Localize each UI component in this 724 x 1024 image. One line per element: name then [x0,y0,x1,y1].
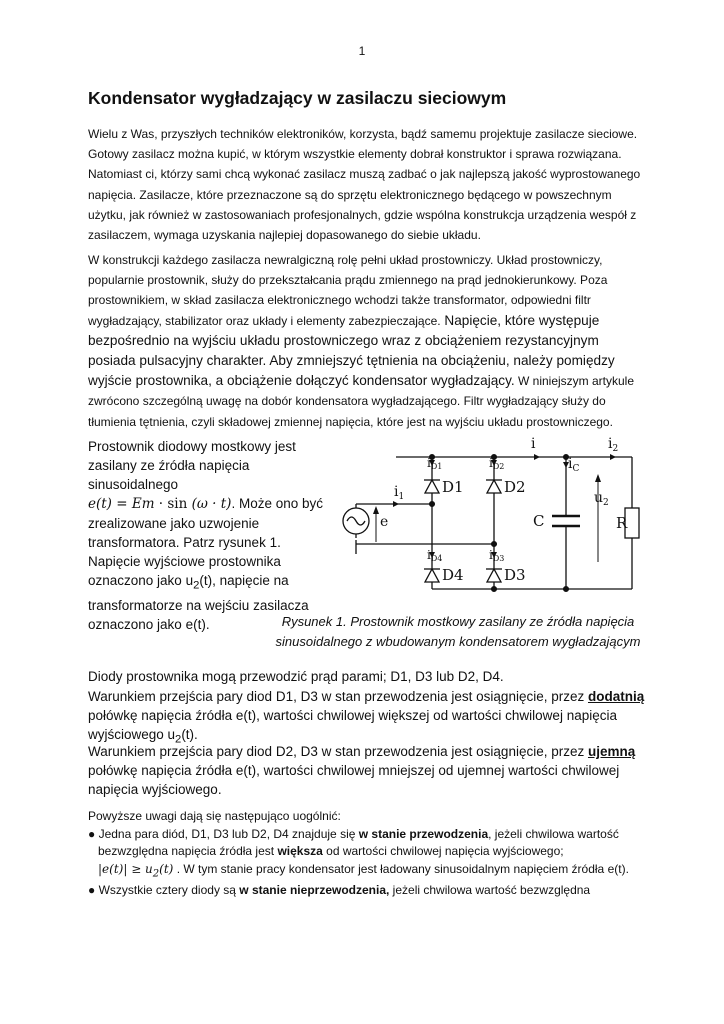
formula-left: e(t) = Em [88,496,155,512]
formula-right: (ω · t) [191,496,232,512]
bullet1-text-a: ● Jedna para diód, D1, D3 lub D2, D4 znajduje się [88,826,359,841]
positive-highlight: dodatnią [587,689,645,704]
figure-caption: Rysunek 1. Prostownik mostkowy zasilany ze źródła napięcia sinusoidalnego z wbudowanym kondensatorem wygładzającym [275,614,641,649]
bullet1-strong2: większa [277,844,323,858]
bridge-description-intro: Prostownik diodowy mostkowy jest zasilany ze źródła napięcia sinusoidalnego [88,439,296,492]
negative-highlight: ujemną [587,744,636,759]
label-u2: $u_2$ [594,490,609,508]
summary-intro: Powyższe uwagi dają się następująco uogólnić: [88,809,341,823]
label-e: e [380,514,389,530]
label-d1: D1 [442,478,464,496]
summary-section [88,808,648,900]
bullet1-text-b: , jeżeli chwilowa wartość bezwzględna napięcia źródła jest [98,826,619,858]
junction-dot [492,587,497,592]
positive-half-text-c: (t). [181,727,198,742]
label-id4: iD4 [427,548,443,563]
conduction-formula-end: (t) [159,861,174,876]
page-number: 1 [358,44,366,58]
bridge-rectifier-diagram [336,430,648,614]
arrow-icon [373,506,379,514]
summary-bullet-nonconduction [88,882,648,900]
label-d2: D2 [504,478,526,496]
u2-subscript: 2 [175,733,182,746]
bridge-description-rest: . Może ono być zrealizowane jako uzwojenie transformatora. Patrz rysunek 1. Napięcie wyjściowe prostownika oznaczono jako u [88,496,323,588]
paragraph-rectifier-part2: Napięcie, które występuje bezpośrednio na wyjściu układu prostowniczego wraz z obciążeniem rezystancyjnym posiada pulsacyjny charakter. Aby zmniejszyć tętnienia na obciążeniu, należy pomiędzy wyjście prostownika, a obciążenie dołączyć kondensator wygładzający. [88,312,615,389]
diode-d2 [486,480,502,493]
bullet2-text-b: jeżeli chwilowa wartość bezwzględna [389,883,591,898]
junction-dot [430,502,435,507]
junction-dot [492,542,497,547]
formula-mid: · sin [154,496,192,512]
label-id2: iD2 [489,456,505,471]
diode-d3 [486,569,502,582]
negative-half-text-a: Warunkiem przejścia pary diod D2, D3 w stan przewodzenia jest osiągnięcie, przez [88,744,588,759]
paragraph-rectifier [88,250,644,432]
bullet1-text-d: . W tym stanie pracy kondensator jest ładowany sinusoidalnym napięciem źródła e(t). [173,861,629,876]
document-title: Kondensator wygładzający w zasilaczu sieciowym [88,88,507,108]
paragraph-rectifier-part1: W konstrukcji każdego zasilacza newralgiczną rolę pełni układ prostowniczy. Układ prostowniczy, popularnie prostownik, służy do przekształcania prądu zmiennego na prąd jednokierunkowy. Poza prostownikiem, w skład zasilacza elektronicznego wchodzi także transformator, odpowiedni filtr wygładzający, stabilizator oraz układy i elementy zabezpieczające. [88,253,608,328]
bridge-description-tail: (t), napięcie na transformatorze na wejściu zasilacza oznaczono jako e(t). [88,573,309,632]
diode-d1 [424,480,440,493]
label-d4: D4 [442,566,464,584]
label-capacitor: C [533,512,545,530]
negative-half-condition [88,742,648,799]
u2-subscript: 2 [193,579,200,592]
bullet2-text-a: ● Wszystkie cztery diody są [88,883,240,898]
positive-half-condition [88,687,648,750]
paragraph-intro: Wielu z Was, przyszłych techników elektroników, korzysta, bądź samemu projektuje zasilacze sieciowe. Gotowy zasilacz można kupić, w którym wszystkie elementy dobrał konstruktor i sprawa rozwiązana. Natomiast ci, którzy sami chcą wykonać zasilacz muszą zadbać o jak najlepszą jakość wyprostowanego napięcia. Zasilacze, które przeznaczone są do sprzętu elektronicznego będącego w powszechnym użytku, jak również w zastosowaniach profesjonalnych, gdzie wspólna konstrukcja urządzenia wespół z zasilaczem, wymaga uzyskania najlepiej dopasowanego do siebie układu. [88,127,641,243]
label-d3: D3 [504,566,526,584]
conduction-formula [98,861,174,879]
label-i1: $i_1$ [394,484,405,502]
junction-dot [564,587,569,592]
bullet2-strong: w stanie nieprzewodzenia, [239,883,390,898]
bridge-description [88,437,326,634]
conduction-formula-sub: 2 [152,867,160,879]
conduction-formula-main: |e(t)| ≥ u [98,861,153,876]
negative-half-text-b: połówkę napięcia źródła e(t), wartości chwilowej mniejszej od ujemnej wartości chwilowej napięcia wyjściowego. [88,763,620,797]
positive-half-text-a: Warunkiem przejścia pary diod D1, D3 w stan przewodzenia jest osiągnięcie, przez [88,689,588,704]
positive-half-text-b: połówkę napięcia źródła e(t), wartości chwilowej większej od wartości chwilowej napięcia wyjściowego u [88,708,617,742]
label-id3: iD3 [489,548,505,563]
arrow-icon [534,454,540,460]
arrow-icon [610,454,616,460]
summary-bullet-conduction [88,826,648,883]
bullet1-text-c: od wartości chwilowej napięcia wyjściowego; [322,844,564,858]
paragraph-rectifier-part3: W niniejszym artykule zwrócono szczególną uwagę na dobór kondensatora wygładzającego. Filtr wygładzający służy do tłumienia tętnienia, czyli składowej zmiennej napięcia, które jest na wyjściu układu prostowniczego. [88,374,635,429]
label-id1: iD1 [427,456,443,471]
label-i: i [531,436,536,452]
arrow-icon [595,474,601,482]
capacitor-symbol [552,516,580,526]
bullet1-strong1: w stanie przewodzenia [358,826,489,841]
label-ic: $i_C$ [568,456,580,474]
diode-d4 [424,569,440,582]
source-formula [88,496,231,512]
label-i2: $i_2$ [608,436,619,454]
diode-pairs-text: Diody prostownika mogą przewodzić prąd parami; D1, D3 lub D2, D4. [88,669,504,684]
label-resistor: R [616,514,628,532]
